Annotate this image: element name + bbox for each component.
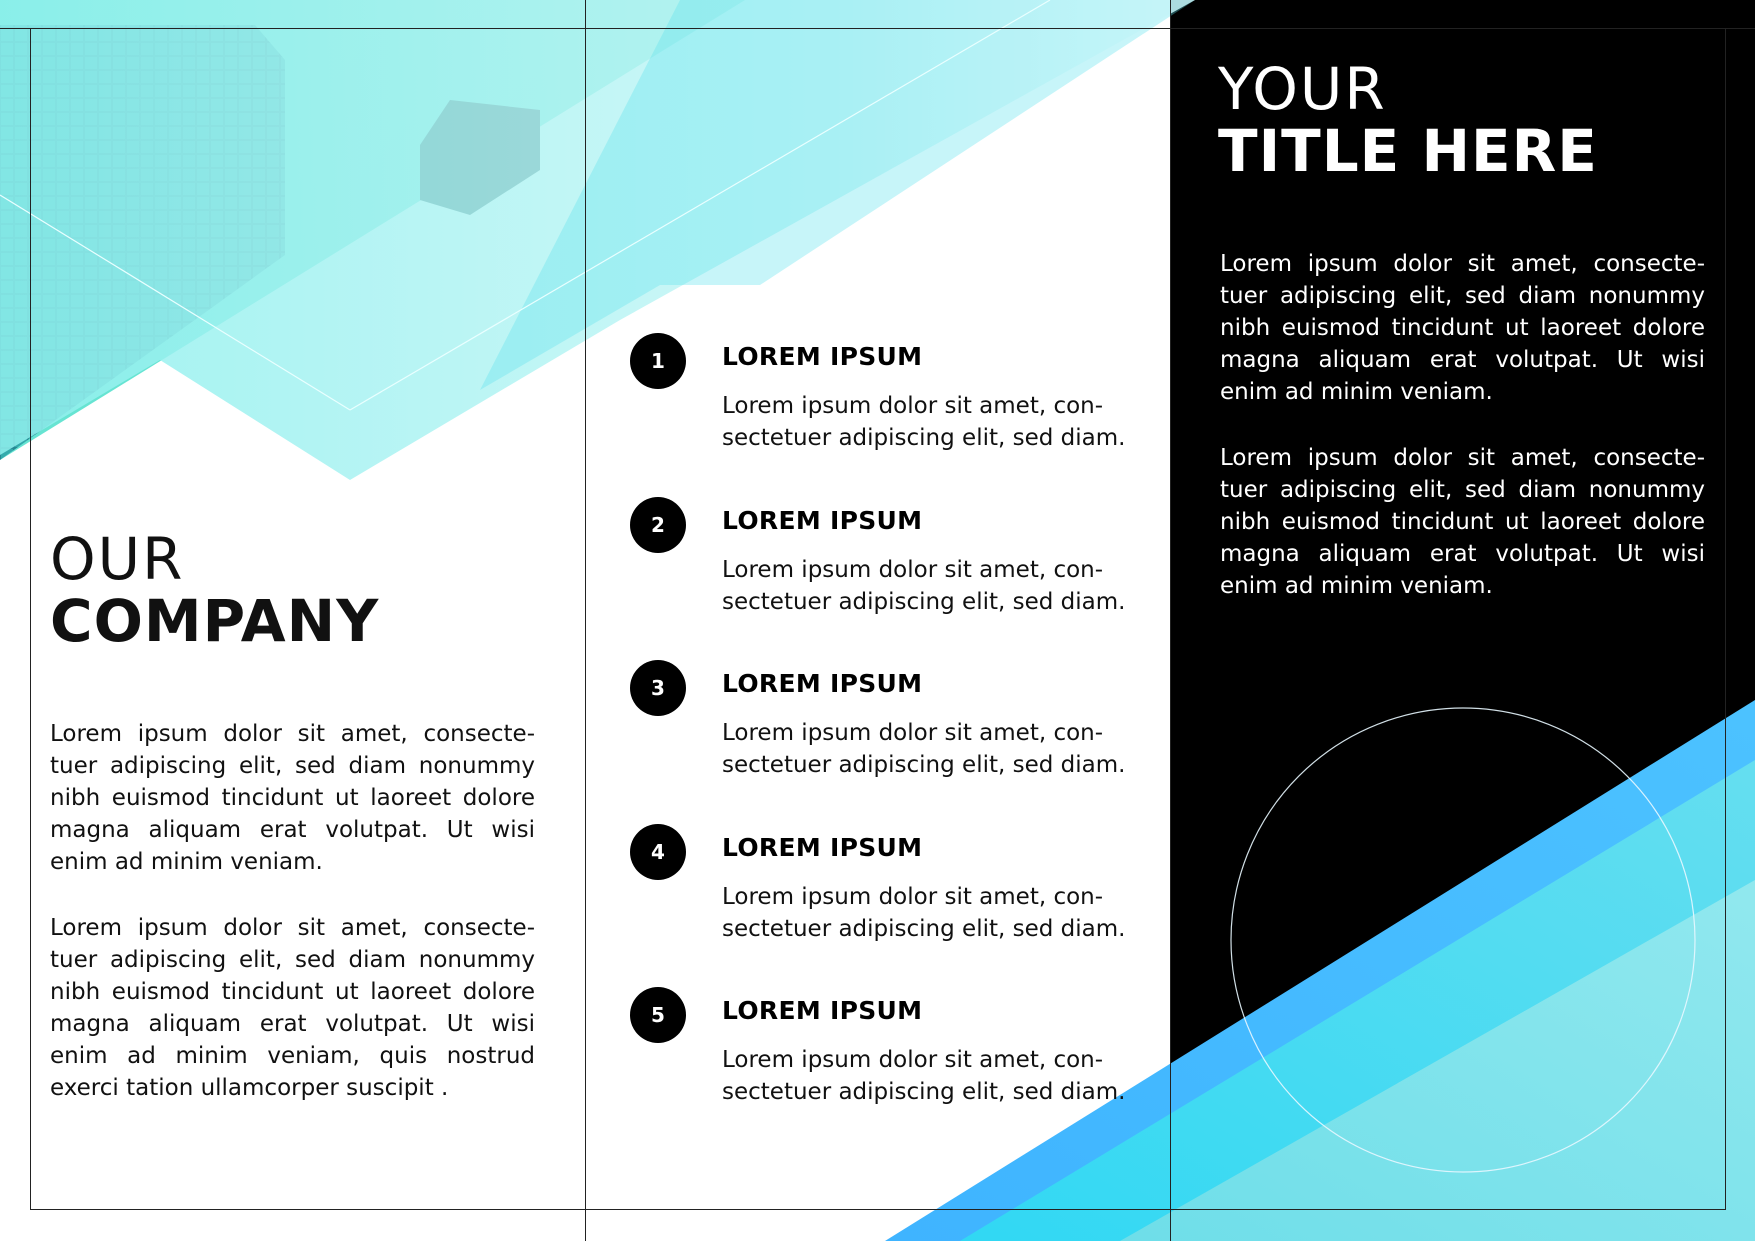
step-text: Lorem ipsum dolor sit amet, con-sectetuer adipiscing elit, sed diam. bbox=[722, 393, 1126, 451]
step-item bbox=[630, 497, 1150, 627]
step-number-badge: 5 bbox=[630, 987, 686, 1043]
step-heading: LOREM IPSUM bbox=[722, 996, 923, 1025]
step-number-badge: 1 bbox=[630, 333, 686, 389]
left-title-light: OUR bbox=[50, 525, 185, 593]
right-title-light: YOUR bbox=[1218, 55, 1387, 123]
step-heading: LOREM IPSUM bbox=[722, 669, 923, 698]
step-text: Lorem ipsum dolor sit amet, con-sectetuer adipiscing elit, sed diam. bbox=[722, 720, 1126, 778]
step-heading: LOREM IPSUM bbox=[722, 342, 923, 371]
guide-left bbox=[30, 28, 31, 1210]
left-paragraph-1: Lorem ipsum dolor sit amet, consecte-tuer adipiscing elit, sed diam nonummy nibh euismod tincidunt ut laoreet dolore magna aliquam erat volutpat. Ut wisi enim ad minim veniam. bbox=[50, 721, 535, 875]
step-number-badge: 4 bbox=[630, 824, 686, 880]
step-item bbox=[630, 824, 1150, 954]
left-title-bold: COMPANY bbox=[50, 587, 380, 655]
left-paragraph-2: Lorem ipsum dolor sit amet, consecte-tuer adipiscing elit, sed diam nonummy nibh euismod tincidunt ut laoreet dolore magna aliquam erat volutpat. Ut wisi enim ad minim veniam, quis nostrud exerci tation ullamcorper suscipit . bbox=[50, 915, 535, 1101]
guide-fold-1 bbox=[585, 0, 586, 1241]
step-number-badge: 2 bbox=[630, 497, 686, 553]
step-item bbox=[630, 333, 1150, 463]
guide-fold-2 bbox=[1170, 0, 1171, 1241]
right-paragraph-1: Lorem ipsum dolor sit amet, consecte-tuer adipiscing elit, sed diam nonummy nibh euismod tincidunt ut laoreet dolore magna aliquam erat volutpat. Ut wisi enim ad minim veniam. bbox=[1220, 251, 1705, 405]
step-item bbox=[630, 660, 1150, 790]
right-title bbox=[1218, 55, 1598, 185]
step-text: Lorem ipsum dolor sit amet, con-sectetuer adipiscing elit, sed diam. bbox=[722, 557, 1126, 615]
right-paragraph-2: Lorem ipsum dolor sit amet, consecte-tuer adipiscing elit, sed diam nonummy nibh euismod tincidunt ut laoreet dolore magna aliquam erat volutpat. Ut wisi enim ad minim veniam. bbox=[1220, 445, 1705, 599]
left-title bbox=[50, 525, 380, 655]
guide-bottom bbox=[30, 1209, 1725, 1210]
step-heading: LOREM IPSUM bbox=[722, 833, 923, 862]
guide-top bbox=[0, 28, 1755, 29]
guide-right bbox=[1725, 28, 1726, 1210]
step-number-badge: 3 bbox=[630, 660, 686, 716]
step-heading: LOREM IPSUM bbox=[722, 506, 923, 535]
step-text: Lorem ipsum dolor sit amet, con-sectetuer adipiscing elit, sed diam. bbox=[722, 884, 1126, 942]
step-text: Lorem ipsum dolor sit amet, con-sectetuer adipiscing elit, sed diam. bbox=[722, 1047, 1126, 1105]
step-item bbox=[630, 987, 1150, 1117]
right-title-bold: TITLE HERE bbox=[1218, 117, 1598, 185]
